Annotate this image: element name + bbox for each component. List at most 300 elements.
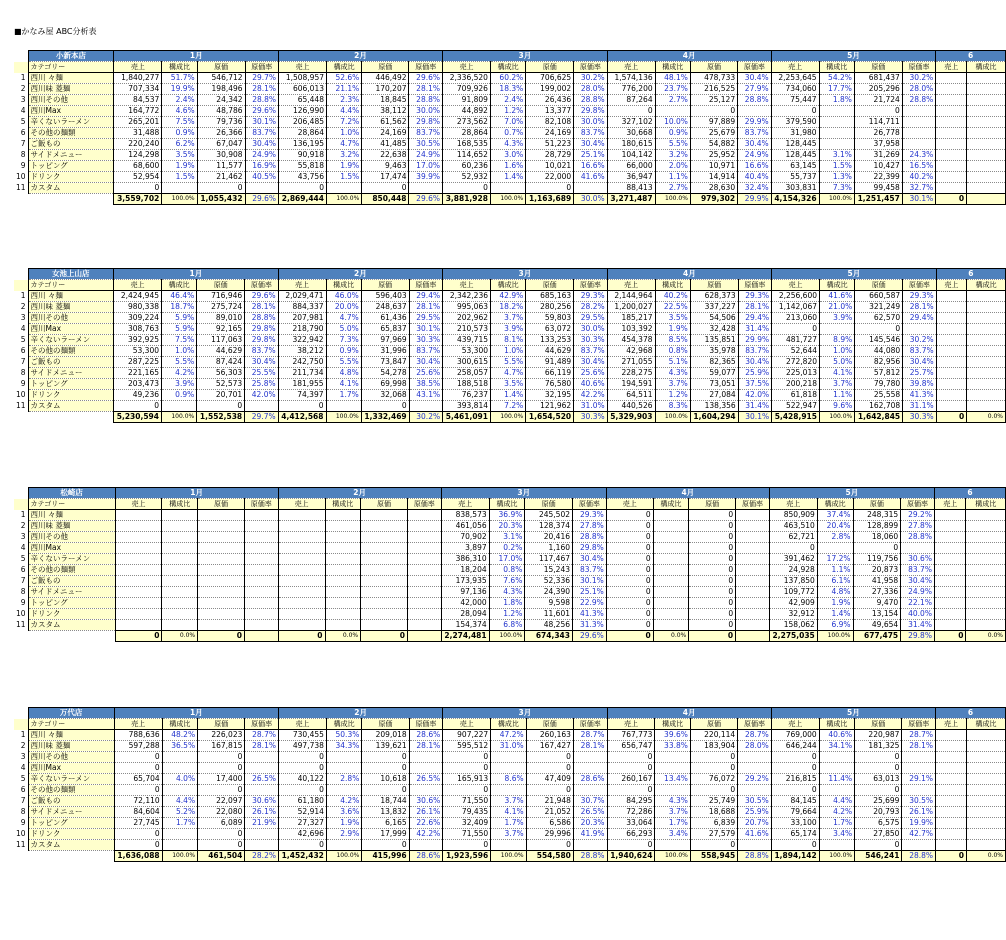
sales-cell <box>936 752 967 763</box>
cost-cell: 0 <box>197 401 245 412</box>
cost-rate-cell <box>245 763 279 774</box>
ratio-cell: 5.0% <box>326 324 361 335</box>
table-row <box>14 576 1006 587</box>
ratio-cell <box>967 785 1006 796</box>
ratio-cell: 50.3% <box>326 730 361 741</box>
cost-header: 原価 <box>690 280 738 291</box>
total-cost: 1,055,432 <box>197 194 245 205</box>
total-sales: 0 <box>934 631 965 642</box>
sales-cell: 0 <box>607 106 655 117</box>
sales-cell: 0 <box>607 763 655 774</box>
sales-cell: 1,508,957 <box>279 73 327 84</box>
cost-rate-cell: 31.3% <box>573 620 607 631</box>
ratio-cell: 4.4% <box>819 796 854 807</box>
table-row <box>14 84 1006 95</box>
sales-header: 売上 <box>443 62 491 73</box>
totals-spacer <box>28 194 114 205</box>
ratio-cell <box>162 752 197 763</box>
month-header: 3月 <box>441 488 606 499</box>
ratio-cell <box>653 532 689 543</box>
cost-header: 原価 <box>197 280 245 291</box>
table-row <box>14 829 1006 840</box>
sales-cell: 0 <box>443 763 491 774</box>
category-label: ご飯もの <box>28 357 114 368</box>
cost-rate-cell <box>573 752 607 763</box>
sales-cell <box>115 598 162 609</box>
cost-rate-cell: 42.0% <box>738 390 771 401</box>
table-row <box>14 172 1006 183</box>
ratio-cell: 23.7% <box>655 84 690 95</box>
cost-cell: 446,492 <box>362 73 409 84</box>
row-number: 1 <box>20 510 26 519</box>
row-number: 10 <box>16 829 26 838</box>
sales-cell: 327,102 <box>607 117 655 128</box>
cost-cell: 28,729 <box>526 150 574 161</box>
table-row <box>14 106 1006 117</box>
cost-cell: 11,577 <box>197 161 245 172</box>
sales-cell: 104,142 <box>607 150 655 161</box>
cost-cell: 59,077 <box>690 368 738 379</box>
month-header: 5月 <box>769 488 934 499</box>
cost-cell: 0 <box>526 763 573 774</box>
ratio-cell: 21.1% <box>326 84 361 95</box>
cost-cell: 117,467 <box>525 554 573 565</box>
cost-cell: 167,427 <box>526 741 573 752</box>
cost-cell: 6,575 <box>855 818 902 829</box>
month-header: 1月 <box>114 269 279 280</box>
sales-header: 売上 <box>443 280 491 291</box>
cost-cell <box>198 576 245 587</box>
cost-cell <box>361 598 408 609</box>
month-header: 5月 <box>771 708 935 719</box>
cost-cell: 29,996 <box>526 829 573 840</box>
ratio-cell: 3.7% <box>820 379 855 390</box>
cost-rate-cell: 29.8% <box>245 324 278 335</box>
cost-rate-cell: 28.8% <box>901 532 935 543</box>
cost-rate-cell <box>244 510 278 521</box>
cost-rate-cell: 27.8% <box>901 521 935 532</box>
sales-cell: 287,225 <box>114 357 162 368</box>
cost-cell: 0 <box>855 763 902 774</box>
ratio-header: 構成比 <box>326 719 361 730</box>
ratio-cell: 2.8% <box>817 532 853 543</box>
cost-cell: 13,832 <box>362 807 409 818</box>
ratio-cell: 3.5% <box>655 313 690 324</box>
sales-cell: 300,615 <box>443 357 491 368</box>
cost-rate-cell: 41.3% <box>903 390 936 401</box>
category-label: カスタム <box>28 183 114 194</box>
sales-cell <box>936 128 967 139</box>
sales-cell: 203,473 <box>114 379 162 390</box>
total-cost-rate: 29.7% <box>245 412 278 423</box>
cost-rate-cell: 39.8% <box>903 379 936 390</box>
sales-cell: 379,590 <box>771 117 819 128</box>
sales-cell: 0 <box>607 840 655 851</box>
total-cost-rate: 30.3% <box>903 412 936 423</box>
sales-cell: 2,029,471 <box>278 291 326 302</box>
table-row <box>14 532 1006 543</box>
cost-rate-cell: 83.7% <box>409 128 443 139</box>
ratio-cell: 7.6% <box>489 576 525 587</box>
cost-cell: 0 <box>198 840 245 851</box>
cost-rate-cell: 38.5% <box>409 379 442 390</box>
cost-cell: 56,303 <box>197 368 245 379</box>
cost-cell <box>198 510 245 521</box>
sales-cell: 71,550 <box>443 796 491 807</box>
cost-cell: 30,908 <box>197 150 245 161</box>
cost-cell: 61,562 <box>362 117 409 128</box>
cost-cell: 48,256 <box>525 620 573 631</box>
ratio-cell <box>655 785 690 796</box>
row-number: 8 <box>20 807 26 816</box>
cost-rate-cell: 29.6% <box>409 73 443 84</box>
cost-rate-cell: 24.3% <box>902 150 936 161</box>
row-number: 9 <box>20 818 26 827</box>
sales-cell: 49,236 <box>114 390 162 401</box>
category-label: サイドメニュー <box>28 587 115 598</box>
sales-cell: 461,056 <box>441 521 489 532</box>
cost-rate-cell: 28.1% <box>409 84 443 95</box>
ratio-cell <box>819 106 854 117</box>
ratio-cell: 2.9% <box>326 829 361 840</box>
sales-cell: 0 <box>278 840 326 851</box>
sales-header: 売上 <box>607 62 655 73</box>
table-row <box>14 346 1006 357</box>
sales-cell: 60,236 <box>443 161 491 172</box>
sales-header: 売上 <box>278 280 326 291</box>
sales-cell: 32,409 <box>443 818 491 829</box>
cost-header: 原価 <box>854 62 902 73</box>
cost-cell: 220,114 <box>690 730 737 741</box>
cost-rate-cell: 30.0% <box>574 324 607 335</box>
sales-cell <box>115 565 162 576</box>
row-number: 5 <box>20 117 26 126</box>
cost-cell: 25,127 <box>690 95 737 106</box>
row-number-blank <box>14 499 28 510</box>
cost-rate-cell: 30.1% <box>573 576 607 587</box>
sales-cell: 595,512 <box>443 741 491 752</box>
row-number: 2 <box>20 84 26 93</box>
total-ratio: 100.0% <box>162 851 197 862</box>
cost-rate-cell: 83.7% <box>409 346 442 357</box>
row-number: 9 <box>20 379 26 388</box>
sales-cell: 481,727 <box>772 335 820 346</box>
ratio-cell: 4.3% <box>655 368 690 379</box>
month-header: 3月 <box>443 269 608 280</box>
cost-cell: 18,845 <box>362 95 409 106</box>
ratio-cell: 6.9% <box>817 620 853 631</box>
cost-cell: 0 <box>690 106 737 117</box>
total-cost-rate: 30.1% <box>738 412 771 423</box>
cost-rate-cell <box>244 620 278 631</box>
cost-cell: 0 <box>198 752 245 763</box>
sales-cell: 0 <box>606 576 653 587</box>
cost-rate-cell <box>738 840 772 851</box>
ratio-cell: 4.2% <box>819 807 854 818</box>
cost-rate-header: 原価率 <box>409 719 443 730</box>
total-ratio: 0.0% <box>325 631 361 642</box>
cost-rate-cell: 16.6% <box>738 161 772 172</box>
sales-cell: 64,511 <box>607 390 655 401</box>
ratio-cell: 1.4% <box>491 390 526 401</box>
cost-cell: 0 <box>689 543 736 554</box>
category-label: トッピング <box>28 818 114 829</box>
cost-cell: 216,525 <box>690 84 737 95</box>
cost-rate-cell: 41.6% <box>574 172 608 183</box>
sales-cell: 74,397 <box>278 390 326 401</box>
cost-rate-cell: 40.6% <box>574 379 607 390</box>
cost-cell <box>198 521 245 532</box>
cost-rate-cell <box>901 543 935 554</box>
ratio-cell: 20.0% <box>326 302 361 313</box>
ratio-cell <box>819 763 854 774</box>
cost-rate-cell: 26.1% <box>245 807 279 818</box>
cost-rate-cell: 28.8% <box>573 532 607 543</box>
cost-cell: 32,195 <box>526 390 574 401</box>
ratio-cell <box>967 183 1006 194</box>
sales-cell <box>936 774 967 785</box>
cost-cell: 24,169 <box>362 128 409 139</box>
total-sales: 0 <box>278 631 325 642</box>
sales-cell: 322,942 <box>278 335 326 346</box>
total-ratio: 100.0% <box>326 412 361 423</box>
ratio-cell: 2.0% <box>655 161 690 172</box>
cost-cell: 97,889 <box>690 117 737 128</box>
ratio-cell <box>967 774 1006 785</box>
sales-cell <box>936 161 967 172</box>
cost-cell: 25,558 <box>855 390 903 401</box>
ratio-cell: 4.4% <box>162 796 197 807</box>
cost-rate-cell: 28.7% <box>902 730 936 741</box>
cost-rate-cell: 83.7% <box>901 565 935 576</box>
cost-rate-cell <box>736 565 770 576</box>
ratio-cell <box>491 763 526 774</box>
ratio-cell: 8.1% <box>491 335 526 346</box>
ratio-cell: 5.5% <box>491 357 526 368</box>
category-label: ドリンク <box>28 172 114 183</box>
cost-cell: 0 <box>690 840 737 851</box>
cost-cell: 0 <box>855 785 902 796</box>
ratio-cell: 2.7% <box>655 95 690 106</box>
month-header-row <box>14 708 1006 719</box>
cost-rate-cell: 41.9% <box>573 829 607 840</box>
sales-cell: 27,745 <box>114 818 162 829</box>
row-number: 11 <box>16 401 26 410</box>
ratio-cell: 18.3% <box>490 84 525 95</box>
sales-cell: 33,100 <box>771 818 819 829</box>
table-row <box>14 598 1006 609</box>
month-header: 6 <box>936 708 1006 719</box>
sales-cell: 213,060 <box>772 313 820 324</box>
ratio-cell <box>653 587 689 598</box>
sales-cell: 980,338 <box>114 302 162 313</box>
sales-cell: 2,336,520 <box>443 73 491 84</box>
cost-rate-cell <box>902 785 936 796</box>
cost-cell <box>361 532 408 543</box>
row-number: 8 <box>20 368 26 377</box>
category-label: その他の麺類 <box>28 565 115 576</box>
sales-cell <box>278 620 325 631</box>
cost-rate-cell <box>407 587 441 598</box>
sales-cell: 606,013 <box>279 84 327 95</box>
cost-rate-cell: 28.8% <box>245 95 279 106</box>
cost-cell: 54,278 <box>361 368 409 379</box>
cost-header: 原価 <box>526 719 573 730</box>
cost-cell: 48,786 <box>197 106 245 117</box>
table-row <box>14 510 1006 521</box>
sales-cell: 0 <box>772 324 820 335</box>
sales-cell: 258,057 <box>443 368 491 379</box>
sales-cell: 597,288 <box>114 741 162 752</box>
ratio-cell: 0.9% <box>655 128 690 139</box>
cost-cell: 73,051 <box>690 379 738 390</box>
cost-cell <box>361 554 408 565</box>
sales-cell: 40,122 <box>278 774 326 785</box>
ratio-cell <box>162 521 198 532</box>
category-label: 辛くないラーメン <box>28 335 114 346</box>
cost-cell: 26,436 <box>526 95 574 106</box>
sales-cell: 52,644 <box>772 346 820 357</box>
ratio-cell <box>326 763 361 774</box>
cost-cell: 0 <box>362 763 409 774</box>
cost-cell: 0 <box>853 543 901 554</box>
sales-cell: 36,947 <box>607 172 655 183</box>
cost-cell: 10,971 <box>690 161 737 172</box>
total-cost: 1,251,457 <box>854 194 902 205</box>
sales-cell <box>936 346 967 357</box>
cost-rate-cell <box>407 620 441 631</box>
cost-rate-header: 原価率 <box>902 62 936 73</box>
total-ratio: 100.0% <box>817 631 853 642</box>
sales-cell: 114,652 <box>443 150 491 161</box>
cost-rate-header: 原価率 <box>407 499 441 510</box>
cost-header: 原価 <box>525 499 573 510</box>
ratio-cell: 31.0% <box>491 741 526 752</box>
row-number: 3 <box>20 532 26 541</box>
cost-cell: 20,416 <box>525 532 573 543</box>
cost-rate-header: 原価率 <box>574 280 607 291</box>
ratio-cell: 0.8% <box>489 565 525 576</box>
sales-cell: 463,510 <box>769 521 817 532</box>
cost-cell: 27,336 <box>853 587 901 598</box>
category-label: その他の麺類 <box>28 128 114 139</box>
total-ratio: 100.0% <box>162 412 197 423</box>
cost-cell: 167,815 <box>198 741 245 752</box>
table-row <box>14 807 1006 818</box>
row-number: 10 <box>16 609 26 618</box>
cost-rate-cell: 30.4% <box>245 357 278 368</box>
sales-cell: 216,815 <box>771 774 819 785</box>
ratio-cell <box>966 609 1006 620</box>
ratio-cell: 3.2% <box>326 150 361 161</box>
sales-cell: 0 <box>771 785 819 796</box>
cost-rate-cell <box>736 598 770 609</box>
row-number: 8 <box>20 150 26 159</box>
category-label: ご飯もの <box>28 576 115 587</box>
sales-cell: 109,772 <box>769 587 817 598</box>
sales-cell: 308,763 <box>114 324 162 335</box>
ratio-cell <box>967 117 1006 128</box>
sales-cell: 0 <box>114 829 162 840</box>
cost-cell <box>361 510 408 521</box>
ratio-cell <box>966 576 1006 587</box>
sales-cell <box>278 510 325 521</box>
row-number: 1 <box>20 73 26 82</box>
ratio-cell: 1.9% <box>817 598 853 609</box>
sales-header: 売上 <box>114 280 162 291</box>
cost-cell <box>198 598 245 609</box>
row-number: 9 <box>20 161 26 170</box>
cost-rate-cell: 29.8% <box>574 106 608 117</box>
cost-rate-cell <box>407 598 441 609</box>
sales-cell: 0 <box>114 840 162 851</box>
ratio-cell: 1.0% <box>820 346 855 357</box>
cost-cell: 65,837 <box>361 324 409 335</box>
ratio-cell <box>966 598 1006 609</box>
ratio-cell: 8.3% <box>655 401 690 412</box>
table-row <box>14 818 1006 829</box>
total-sales: 0 <box>936 412 967 423</box>
category-label: 西川その他 <box>28 313 114 324</box>
ratio-cell: 0.8% <box>655 346 690 357</box>
cost-cell: 63,072 <box>526 324 574 335</box>
ratio-cell: 3.9% <box>820 313 855 324</box>
cost-rate-cell: 29.2% <box>901 510 935 521</box>
cost-header: 原価 <box>362 62 409 73</box>
table-row <box>14 95 1006 106</box>
total-sales: 0 <box>115 631 162 642</box>
cost-rate-cell <box>738 763 772 774</box>
ratio-header: 構成比 <box>820 280 855 291</box>
cost-cell: 0 <box>855 324 903 335</box>
cost-header: 原価 <box>198 719 245 730</box>
cost-rate-cell: 21.9% <box>245 818 279 829</box>
cost-rate-cell: 25.1% <box>574 150 608 161</box>
sales-cell: 103,392 <box>607 324 655 335</box>
ratio-cell <box>162 785 197 796</box>
category-label: その他の麺類 <box>28 785 114 796</box>
sales-cell: 0 <box>606 620 653 631</box>
total-ratio: 100.0% <box>819 194 854 205</box>
cost-rate-cell: 28.8% <box>409 95 443 106</box>
cost-rate-cell <box>902 117 936 128</box>
cost-cell: 32,428 <box>690 324 738 335</box>
cost-rate-cell: 29.9% <box>738 117 772 128</box>
category-label: 西川味 菱麺 <box>28 741 114 752</box>
sales-cell: 0 <box>114 752 162 763</box>
cost-header: 原価 <box>361 280 409 291</box>
cost-rate-cell: 30.3% <box>574 335 607 346</box>
cost-rate-cell <box>736 521 770 532</box>
total-cost: 850,448 <box>362 194 409 205</box>
ratio-cell: 5.5% <box>162 357 197 368</box>
ratio-cell <box>162 510 198 521</box>
table-row <box>14 183 1006 194</box>
cost-rate-header: 原価率 <box>901 499 935 510</box>
ratio-header: 構成比 <box>325 499 361 510</box>
cost-rate-cell <box>738 752 772 763</box>
sales-cell: 2,256,600 <box>772 291 820 302</box>
total-ratio: 100.0% <box>491 851 526 862</box>
ratio-header: 構成比 <box>162 280 197 291</box>
sales-cell: 303,831 <box>771 183 819 194</box>
ratio-cell: 42.9% <box>491 291 526 302</box>
ratio-cell: 1.0% <box>162 346 197 357</box>
cost-cell: 41,958 <box>853 576 901 587</box>
sales-cell: 776,200 <box>607 84 655 95</box>
sales-cell: 38,212 <box>278 346 326 357</box>
month-header: 4月 <box>607 51 771 62</box>
